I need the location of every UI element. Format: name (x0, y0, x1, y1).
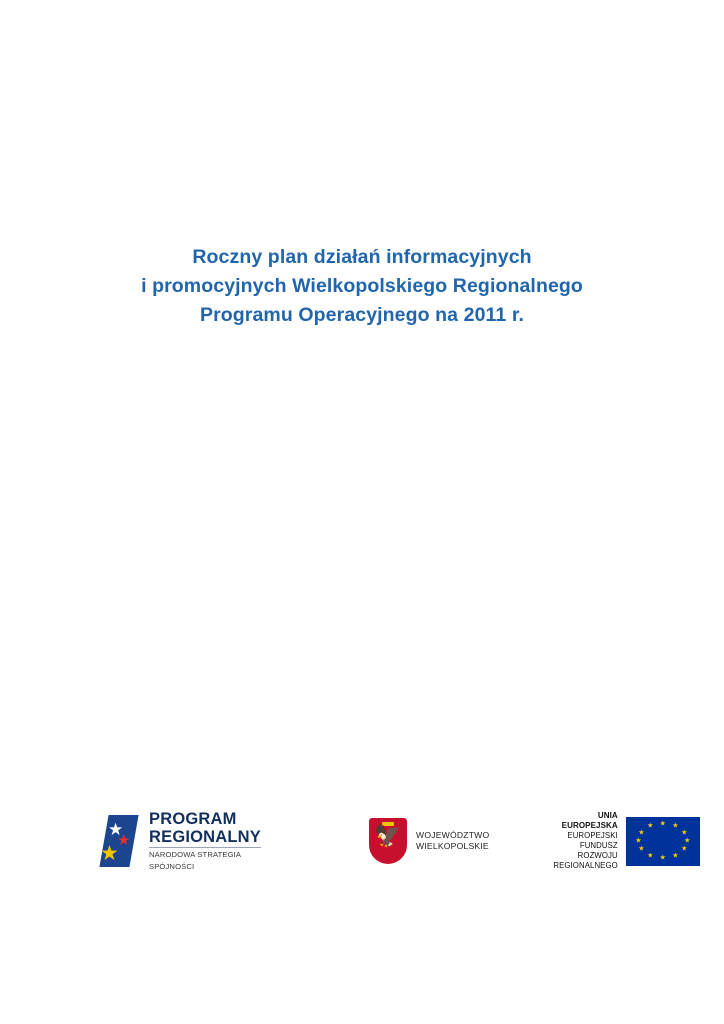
wojewodztwo-text (416, 830, 489, 852)
title-line-1: Roczny plan działań informacyjnych (192, 246, 532, 268)
white-star-icon: ★ (108, 820, 124, 839)
program-regionalny-logo (96, 811, 261, 871)
wojewodztwo-line1: WOJEWÓDZTWO (416, 830, 490, 840)
page-title (0, 243, 724, 330)
program-regionalny-line3: NARODOWA STRATEGIA SPÓJNOŚCI (149, 847, 261, 873)
footer-logo-strip (96, 808, 691, 874)
unia-europejska-line3: ROZWOJU REGIONALNEGO (553, 851, 618, 870)
unia-europejska-line2: EUROPEJSKI FUNDUSZ (567, 831, 618, 850)
program-regionalny-line2: REGIONALNY (149, 827, 262, 846)
unia-europejska-line1: UNIA EUROPEJSKA (561, 811, 618, 830)
eu-flag-icon: ★ ★ ★ ★ ★ ★ ★ ★ ★ ★ ★ ★ (626, 817, 700, 866)
stars-mark-icon (96, 813, 142, 869)
wielkopolska-crest-icon (369, 818, 407, 864)
eagle-icon: 🦅 (374, 823, 402, 848)
red-star-icon: ★ (117, 832, 131, 849)
title-line-2: i promocyjnych Wielkopolskiego Regionalnego (141, 275, 583, 297)
wojewodztwo-wielkopolskie-logo (369, 813, 489, 869)
unia-europejska-logo (553, 811, 699, 870)
program-regionalny-text (149, 810, 261, 873)
wojewodztwo-line2: WIELKOPOLSKIE (416, 841, 489, 851)
title-line-3: Programu Operacyjnego na 2011 r. (199, 304, 524, 326)
program-regionalny-line1: PROGRAM (149, 809, 237, 828)
yellow-star-icon: ★ (100, 842, 119, 865)
unia-europejska-text (553, 811, 617, 871)
